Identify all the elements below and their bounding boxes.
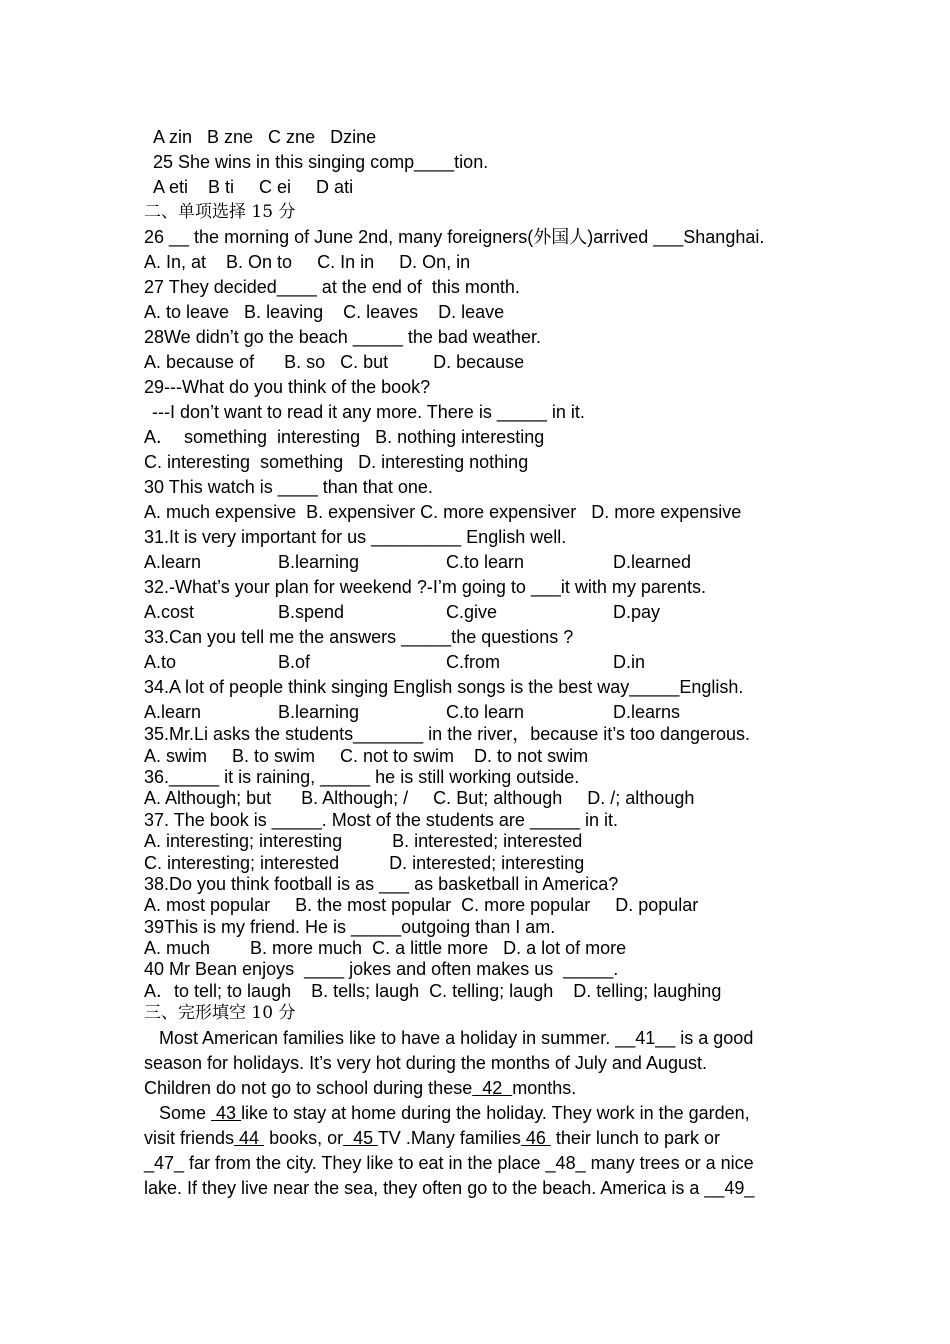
q31-option-d: D.learned <box>613 552 692 572</box>
q34-option-a: A.learn <box>144 702 202 722</box>
section-3-heading: 三、完形填空 10 分 <box>144 1003 296 1023</box>
passage-text: Children do not go to school during these <box>144 1078 473 1098</box>
q33-options <box>0 651 950 673</box>
q35-options: A. swim B. to swim C. not to swim D. to not swim <box>144 746 589 766</box>
blank-45: 45 <box>343 1128 378 1148</box>
q33-stem: 33.Can you tell me the answers _____the questions ? <box>144 627 574 647</box>
q29-options-cd: C. interesting something D. interesting nothing <box>144 452 529 472</box>
q24-options: A zin B zne C zne Dzine <box>153 127 377 147</box>
q32-option-c: C.give <box>446 602 498 622</box>
q32-option-a: A.cost <box>144 602 195 622</box>
q32-option-d: D.pay <box>613 602 661 622</box>
q26-options: A. In, at B. On to C. In in D. On, in <box>144 252 471 272</box>
q29-reply: ---I don’t want to read it any more. There is _____ in it. <box>147 402 585 422</box>
q33-option-b: B.of <box>278 652 311 672</box>
q29-stem: 29---What do you think of the book? <box>144 377 431 397</box>
passage-text: visit friends <box>144 1128 235 1148</box>
q37-options-cd: C. interesting; interested D. interested; interesting <box>144 853 585 873</box>
q40-options: A．to tell; to laugh B. tells; laugh C. telling; laugh D. telling; laughing <box>144 981 722 1001</box>
q34-option-c: C.to learn <box>446 702 525 722</box>
q31-options <box>0 551 950 573</box>
q37-stem: 37. The book is _____. Most of the students are _____ in it. <box>144 810 618 830</box>
q34-options <box>0 701 950 723</box>
blank-41: 41 <box>635 1028 656 1048</box>
q37-options-ab: A. interesting; interesting B. interested; interested <box>144 831 583 851</box>
q33-option-c: C.from <box>446 652 500 672</box>
q30-stem: 30 This watch is ____ than that one. <box>144 477 433 497</box>
q39-options: A. much B. more much C. a little more D. a lot of more <box>144 938 627 958</box>
q31-option-b: B.learning <box>278 552 360 572</box>
q34-stem: 34.A lot of people think singing English songs is the best way_____English. <box>144 677 744 697</box>
q29-options-ab: A． something interesting B. nothing interesting <box>144 427 545 447</box>
q36-options: A. Although; but B. Although; / C. But; although D. /; although <box>144 788 695 808</box>
q38-stem: 38.Do you think football is as ___ as basketball in America? <box>144 874 619 894</box>
passage-line: _47_ far from the city. They like to eat in the place _48_ many trees or a nice <box>144 1153 754 1173</box>
q28-stem: 28We didn’t go the beach _____ the bad weather. <box>144 327 541 347</box>
passage-text: books, or <box>264 1128 344 1148</box>
blank-46: 46 <box>520 1128 551 1148</box>
q34-option-b: B.learning <box>278 702 360 722</box>
passage-text: Most American families like to have a holiday in summer. __ <box>144 1028 636 1048</box>
q33-option-d: D.in <box>613 652 646 672</box>
q40-stem: 40 Mr Bean enjoys ____ jokes and often makes us _____. <box>144 959 619 979</box>
blank-42: 42 <box>472 1078 513 1098</box>
passage-text: like to stay at home during the holiday. They work in the garden, <box>241 1103 750 1123</box>
q31-option-a: A.learn <box>144 552 202 572</box>
q26-stem: 26 __ the morning of June 2nd, many foreigners(外国人)arrived ___Shanghai. <box>144 227 765 247</box>
blank-43: 43 <box>211 1103 242 1123</box>
q32-options <box>0 601 950 623</box>
passage-line <box>144 1102 750 1124</box>
q27-options: A. to leave B. leaving C. leaves D. leave <box>144 302 505 322</box>
passage-text: TV .Many families <box>377 1128 521 1148</box>
passage-line: season for holidays. It’s very hot during the months of July and August. <box>144 1053 707 1073</box>
passage-line <box>144 1027 753 1049</box>
passage-line <box>144 1077 576 1099</box>
q34-option-d: D.learns <box>613 702 681 722</box>
section-2-heading: 二、单项选择 15 分 <box>144 202 296 222</box>
q38-options: A. most popular B. the most popular C. more popular D. popular <box>144 895 699 915</box>
q31-option-c: C.to learn <box>446 552 525 572</box>
passage-text: their lunch to park or <box>550 1128 720 1148</box>
q27-stem: 27 They decided____ at the end of this month. <box>144 277 520 297</box>
q35-stem: 35.Mr.Li asks the students_______ in the river，because it’s too dangerous. <box>144 724 751 744</box>
passage-text: __ is a good <box>655 1028 754 1048</box>
q25-options: A eti B ti C ei D ati <box>153 177 354 197</box>
q28-options: A. because of B. so C. but D. because <box>144 352 525 372</box>
passage-text: Some <box>144 1103 212 1123</box>
q32-stem: 32.-What’s your plan for weekend ?-I’m going to ___it with my parents. <box>144 577 706 597</box>
q25-stem: 25 She wins in this singing comp____tion. <box>153 152 489 172</box>
q30-options: A. much expensive B. expensiver C. more expensiver D. more expensive <box>144 502 742 522</box>
q39-stem: 39This is my friend. He is _____outgoing than I am. <box>144 917 556 937</box>
passage-text: months. <box>512 1078 577 1098</box>
passage-line: lake. If they live near the sea, they often go to the beach. America is a __49_ <box>144 1178 755 1198</box>
q32-option-b: B.spend <box>278 602 345 622</box>
blank-44: 44 <box>234 1128 265 1148</box>
passage-line <box>144 1127 720 1149</box>
q31-stem: 31.It is very important for us _________ English well. <box>144 527 567 547</box>
q33-option-a: A.to <box>144 652 177 672</box>
q36-stem: 36._____ it is raining, _____ he is still working outside. <box>144 767 580 787</box>
